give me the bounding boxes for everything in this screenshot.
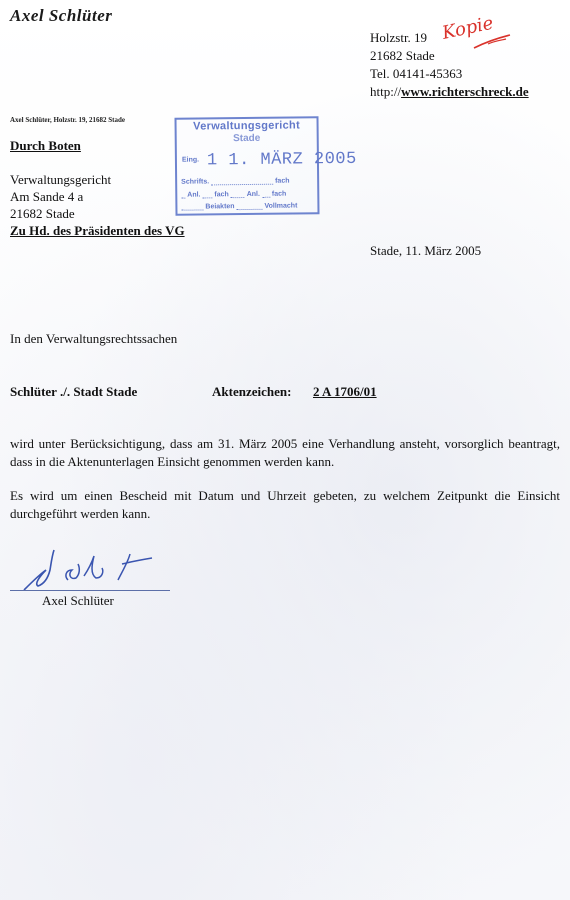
return-address-line: Axel Schlüter, Holzstr. 19, 21682 Stade xyxy=(10,116,125,124)
body-paragraph-2: Es wird um einen Bescheid mit Datum und Uhrzeit gebeten, zu welchem Zeitpunkt die Einsicht durchgeführt werden kann. xyxy=(10,488,560,521)
signer-name: Axel Schlüter xyxy=(42,593,114,608)
stamp-row2-d: fach xyxy=(271,190,287,198)
case-reference-label: Aktenzeichen: xyxy=(212,384,292,399)
body-paragraph-1: wird unter Berücksichtigung, dass am 31. März 2005 eine Verhandlung ansteht, vorsorglich beantragt, dass in die Aktenunterlagen Einsicht genommen werden kann. xyxy=(10,436,560,469)
kopie-text: Kopie xyxy=(440,12,496,44)
recipient-line-3: 21682 Stade xyxy=(10,206,75,221)
stamp-court: Verwaltungsgericht xyxy=(193,119,301,133)
recipient-address xyxy=(10,171,185,239)
sender-phone: Tel. 04141-45363 xyxy=(370,66,463,81)
stamp-row3-a: Beiakten xyxy=(205,203,235,211)
signature-stroke-1 xyxy=(24,550,54,590)
sender-website-domain: www.richterschreck.de xyxy=(401,84,529,99)
stamp-row2-dots-3 xyxy=(262,191,270,198)
sender-website-prefix: http:// xyxy=(370,84,402,99)
stamp-row1-suffix: fach xyxy=(275,177,290,185)
stamp-row2-dots-2 xyxy=(231,191,245,198)
stamp-row3-dots-0 xyxy=(181,203,203,210)
sender-street: Holzstr. 19 xyxy=(370,30,428,45)
case-reference-number: 2 A 1706/01 xyxy=(313,384,377,399)
delivery-note: Durch Boten xyxy=(10,138,81,153)
kopie-handwritten-mark xyxy=(436,8,526,58)
received-stamp xyxy=(174,116,357,216)
stamp-row2-dots-1 xyxy=(202,191,212,198)
stamp-city: Stade xyxy=(233,132,261,145)
stamp-row-3 xyxy=(181,202,313,211)
recipient-line-2: Am Sande 4 a xyxy=(10,189,84,204)
stamp-row-1 xyxy=(181,177,313,186)
recipient-attention: Zu Hd. des Präsidenten des VG xyxy=(10,223,185,238)
stamp-row3-b: Vollmacht xyxy=(264,202,298,210)
signature-stroke-3 xyxy=(84,556,103,578)
stamp-received-date: 1 1. MÄRZ 2005 xyxy=(206,149,357,171)
stamp-row1-label: Schrifts. xyxy=(181,178,210,186)
signature-stroke-2 xyxy=(66,564,79,580)
signature-line xyxy=(10,590,170,591)
stamp-row2-dots-0 xyxy=(181,192,185,199)
stamp-received-label: Eing. xyxy=(181,156,200,164)
intro-line: In den Verwaltungsrechtssachen xyxy=(10,331,178,346)
sender-city: 21682 Stade xyxy=(370,48,435,63)
stamp-row3-dots-1 xyxy=(236,203,262,210)
kopie-underline xyxy=(474,35,510,48)
handwritten-signature xyxy=(18,540,178,600)
stamp-row2-a: Anl. xyxy=(187,191,201,199)
letter-date: Stade, 11. März 2005 xyxy=(370,243,482,258)
recipient-line-1: Verwaltungsgericht xyxy=(10,172,112,187)
sender-website xyxy=(370,83,529,101)
signature-stroke-4 xyxy=(118,554,152,580)
stamp-row2-b: fach xyxy=(214,191,229,199)
stamp-row1-dots xyxy=(211,178,273,186)
letterhead-name: Axel Schlüter xyxy=(10,6,113,25)
case-parties: Schlüter ./. Stadt Stade xyxy=(10,384,138,399)
stamp-row2-c: Anl. xyxy=(246,190,260,199)
stamp-row-2 xyxy=(181,190,313,199)
